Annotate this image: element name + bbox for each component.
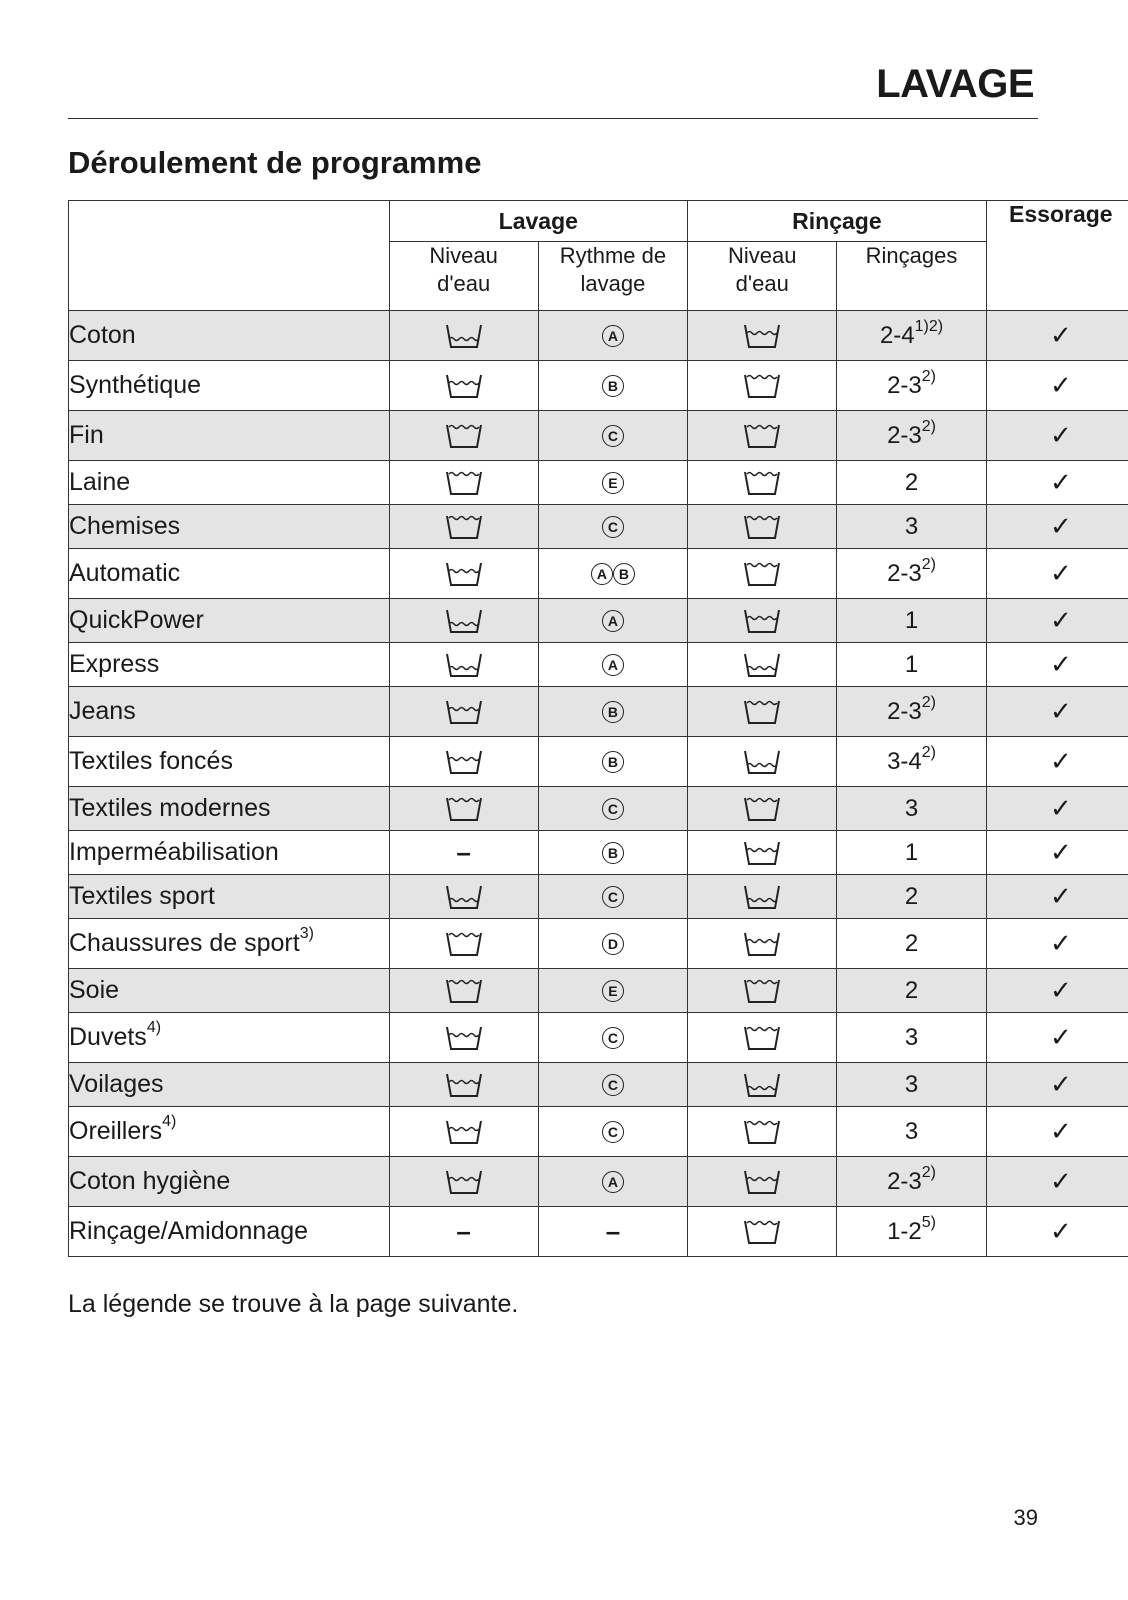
rhythm-b-icon: B [602,842,624,864]
footnote-ref: 1)2) [914,317,944,335]
rhythm-c-icon: C [602,1121,624,1143]
wash-rhythm [538,737,687,787]
check-icon: ✓ [1049,1216,1072,1246]
table-row [69,831,1128,875]
wash-rhythm [538,875,687,919]
dash: – [456,1216,471,1246]
rinse-count: 2-3$^{2)}$ [837,411,986,461]
rinse-water-level [688,411,837,461]
wash-water-level [389,787,538,831]
table-row [69,1013,1128,1063]
table-row [69,1157,1128,1207]
program-table [68,200,1128,1257]
water-level-medium-icon [444,1118,484,1145]
water-level-high-icon [742,1024,782,1051]
water-level-low-icon [742,1071,782,1098]
wash-water-level [389,311,538,361]
water-level-low-icon [444,322,484,349]
footnote-ref: 4) [146,1019,162,1036]
check-icon: ✓ [1049,420,1072,450]
rinse-water-level [688,361,837,411]
program-name: Chemises [69,505,390,549]
table-row [69,411,1128,461]
table-row [69,1063,1128,1107]
wash-rhythm [538,643,687,687]
header-essorage: Essorage [986,201,1128,311]
rinse-count: 1-2$^{5)}$ [837,1207,986,1257]
program-name: Textiles foncés [69,737,390,787]
wash-water-level [389,875,538,919]
check-icon: ✓ [1049,696,1072,726]
spin [986,549,1128,599]
rhythm-b-icon: B [602,701,624,723]
table-row [69,1107,1128,1157]
rhythm-c-icon: C [602,886,624,908]
rhythm-a-icon: A [602,325,624,347]
water-level-high-icon [444,422,484,449]
water-level-medium-icon [742,607,782,634]
water-level-high-icon [742,698,782,725]
wash-rhythm [538,505,687,549]
rinse-water-level [688,969,837,1013]
wash-water-level [389,599,538,643]
rhythm-a-icon: A [602,610,624,632]
footnote-ref: 2) [921,367,936,385]
spin [986,687,1128,737]
wash-rhythm [538,1013,687,1063]
rhythm-e-icon: E [602,472,624,494]
rinse-water-level [688,1013,837,1063]
rinse-count: 1 [837,599,986,643]
table-row [69,311,1128,361]
rinse-water-level [688,599,837,643]
table-row [69,737,1128,787]
wash-rhythm [538,311,687,361]
check-icon: ✓ [1049,837,1072,867]
rinse-water-level [688,461,837,505]
rhythm-a-icon: A [591,563,613,585]
check-icon: ✓ [1049,881,1072,911]
wash-rhythm [538,1063,687,1107]
water-level-medium-icon [742,1168,782,1195]
spin [986,411,1128,461]
wash-water-level [389,1013,538,1063]
wash-rhythm [538,461,687,505]
rinse-count: 2-3$^{2)}$ [837,687,986,737]
wash-water-level [389,831,538,875]
water-level-high-icon [742,469,782,496]
wash-rhythm [538,1207,687,1257]
footnote-ref: 2) [921,555,936,573]
rinse-water-level [688,787,837,831]
program-name: Chaussures de sport$^{3)}$ [69,919,390,969]
water-level-high-icon [742,1218,782,1245]
rinse-water-level [688,831,837,875]
spin [986,1207,1128,1257]
check-icon: ✓ [1049,928,1072,958]
wash-rhythm [538,1107,687,1157]
rhythm-c-icon: C [602,516,624,538]
wash-water-level [389,1063,538,1107]
rhythm-a-icon: A [602,654,624,676]
rinse-water-level [688,505,837,549]
spin [986,505,1128,549]
wash-rhythm [538,687,687,737]
dash: – [605,1216,621,1246]
table-row [69,643,1128,687]
rinse-water-level [688,1157,837,1207]
footnote-ref: 2) [921,693,936,711]
water-level-medium-icon [444,1168,484,1195]
rinse-count: 2 [837,875,986,919]
spin [986,643,1128,687]
program-name: Voilages [69,1063,390,1107]
program-name: Coton [69,311,390,361]
table-row [69,875,1128,919]
wash-water-level [389,643,538,687]
water-level-medium-icon [742,839,782,866]
water-level-high-icon [742,513,782,540]
subheader-rinses: Rinçages [837,242,986,311]
check-icon: ✓ [1049,370,1072,400]
wash-water-level [389,1157,538,1207]
rinse-count: 3 [837,1107,986,1157]
program-name: Express [69,643,390,687]
rinse-water-level [688,311,837,361]
program-name: Textiles sport [69,875,390,919]
spin [986,361,1128,411]
water-level-medium-icon [742,930,782,957]
rinse-water-level [688,1207,837,1257]
spin [986,969,1128,1013]
wash-water-level [389,411,538,461]
program-name: Rinçage/Amidonnage [69,1207,390,1257]
page-number: 39 [1013,1505,1038,1530]
table-row [69,969,1128,1013]
check-icon: ✓ [1049,793,1072,823]
program-name: Coton hygiène [69,1157,390,1207]
table-row [69,687,1128,737]
header-rincage: Rinçage [688,201,987,242]
wash-water-level [389,737,538,787]
rinse-water-level [688,737,837,787]
rinse-count: 3 [837,1013,986,1063]
program-name: Duvets$^{4)}$ [69,1013,390,1063]
table-row [69,787,1128,831]
footnote-ref: 4) [162,1113,177,1130]
dash: – [456,837,471,867]
water-level-medium-icon [444,1024,484,1051]
wash-water-level [389,919,538,969]
rhythm-d-icon: D [602,933,624,955]
rhythm-e-icon: E [602,980,624,1002]
spin [986,311,1128,361]
header-divider [68,118,1038,119]
rinse-water-level [688,1107,837,1157]
wash-water-level [389,687,538,737]
rhythm-c-icon: C [602,425,624,447]
rhythm-b-icon: B [613,563,635,585]
table-row [69,461,1128,505]
spin [986,1013,1128,1063]
water-level-high-icon [742,1118,782,1145]
rinse-count: 2-3$^{2)}$ [837,361,986,411]
rinse-count: 3-4$^{2)}$ [837,737,986,787]
wash-water-level [389,1207,538,1257]
water-level-medium-icon [444,1071,484,1098]
rhythm-a-icon: A [602,1171,624,1193]
footnote-ref: 2) [921,1163,936,1181]
table-row [69,549,1128,599]
header-empty-cell [69,201,390,311]
wash-rhythm [538,1157,687,1207]
table-row [69,361,1128,411]
spin [986,831,1128,875]
footnote-ref: 2) [921,417,936,435]
wash-rhythm [538,969,687,1013]
wash-rhythm [538,361,687,411]
footnote-ref: 2) [921,743,936,761]
program-name: Imperméabilisation [69,831,390,875]
program-name: Soie [69,969,390,1013]
table-row [69,1207,1128,1257]
check-icon: ✓ [1049,558,1072,588]
wash-rhythm [538,599,687,643]
spin [986,875,1128,919]
program-name: QuickPower [69,599,390,643]
page-title: Déroulement de programme [68,145,482,180]
wash-water-level [389,1107,538,1157]
wash-water-level [389,549,538,599]
rinse-water-level [688,687,837,737]
water-level-low-icon [444,607,484,634]
water-level-high-icon [444,977,484,1004]
water-level-high-icon [742,977,782,1004]
water-level-high-icon [742,422,782,449]
water-level-high-icon [444,469,484,496]
wash-rhythm [538,787,687,831]
spin [986,1107,1128,1157]
wash-rhythm [538,919,687,969]
water-level-low-icon [444,883,484,910]
check-icon: ✓ [1049,975,1072,1005]
rinse-count: 2 [837,461,986,505]
check-icon: ✓ [1049,1022,1072,1052]
rinse-water-level [688,643,837,687]
subheader-wash-water-level: Niveau d'eau [389,242,538,311]
water-level-high-icon [444,513,484,540]
rinse-count: 2 [837,969,986,1013]
footnote-ref: 5) [921,1213,936,1231]
section-header: LAVAGE [876,62,1034,106]
wash-water-level [389,461,538,505]
program-name: Fin [69,411,390,461]
rinse-count: 2-3$^{2)}$ [837,1157,986,1207]
water-level-medium-icon [444,748,484,775]
rhythm-c-icon: C [602,1027,624,1049]
rinse-count: 1 [837,831,986,875]
water-level-low-icon [444,651,484,678]
rinse-count: $2-4^{1)2)}$ [837,311,986,361]
rinse-count: 2 [837,919,986,969]
wash-rhythm [538,549,687,599]
program-name: Laine [69,461,390,505]
rinse-water-level [688,875,837,919]
spin [986,737,1128,787]
subheader-rinse-water-level: Niveau d'eau [688,242,837,311]
water-level-low-icon [742,883,782,910]
water-level-medium-icon [444,372,484,399]
rinse-water-level [688,919,837,969]
rinse-count: 3 [837,1063,986,1107]
table-row [69,919,1128,969]
water-level-high-icon [444,930,484,957]
program-name: Jeans [69,687,390,737]
water-level-medium-icon [742,322,782,349]
check-icon: ✓ [1049,605,1072,635]
check-icon: ✓ [1049,511,1072,541]
check-icon: ✓ [1049,1116,1072,1146]
header-lavage: Lavage [389,201,688,242]
spin [986,461,1128,505]
wash-water-level [389,505,538,549]
wash-rhythm [538,831,687,875]
water-level-low-icon [742,651,782,678]
check-icon: ✓ [1049,746,1072,776]
footnote-ref: 3) [299,925,314,942]
subheader-wash-rhythm: Rythme de lavage [538,242,687,311]
table-row [69,505,1128,549]
spin [986,919,1128,969]
check-icon: ✓ [1049,1166,1072,1196]
program-name: Synthétique [69,361,390,411]
program-name: Textiles modernes [69,787,390,831]
wash-water-level [389,969,538,1013]
rhythm-c-icon: C [602,798,624,820]
water-level-medium-icon [444,560,484,587]
water-level-high-icon [444,795,484,822]
program-name: Oreillers$^{4)}$ [69,1107,390,1157]
rinse-count: 3 [837,787,986,831]
rhythm-c-icon: C [602,1074,624,1096]
check-icon: ✓ [1049,467,1072,497]
water-level-medium-icon [444,698,484,725]
spin [986,1157,1128,1207]
rinse-count: 3 [837,505,986,549]
rinse-count: 2-3$^{2)}$ [837,549,986,599]
rhythm-b-icon: B [602,751,624,773]
spin [986,787,1128,831]
rinse-water-level [688,1063,837,1107]
rinse-water-level [688,549,837,599]
water-level-high-icon [742,795,782,822]
check-icon: ✓ [1049,320,1072,350]
water-level-low-icon [742,748,782,775]
table-row [69,599,1128,643]
check-icon: ✓ [1049,649,1072,679]
program-name: Automatic [69,549,390,599]
spin [986,1063,1128,1107]
legend-note: La légende se trouve à la page suivante. [68,1290,519,1318]
rhythm-b-icon: B [602,375,624,397]
spin [986,599,1128,643]
wash-rhythm [538,411,687,461]
rinse-count: 1 [837,643,986,687]
wash-water-level [389,361,538,411]
water-level-high-icon [742,372,782,399]
check-icon: ✓ [1049,1069,1072,1099]
water-level-high-icon [742,560,782,587]
